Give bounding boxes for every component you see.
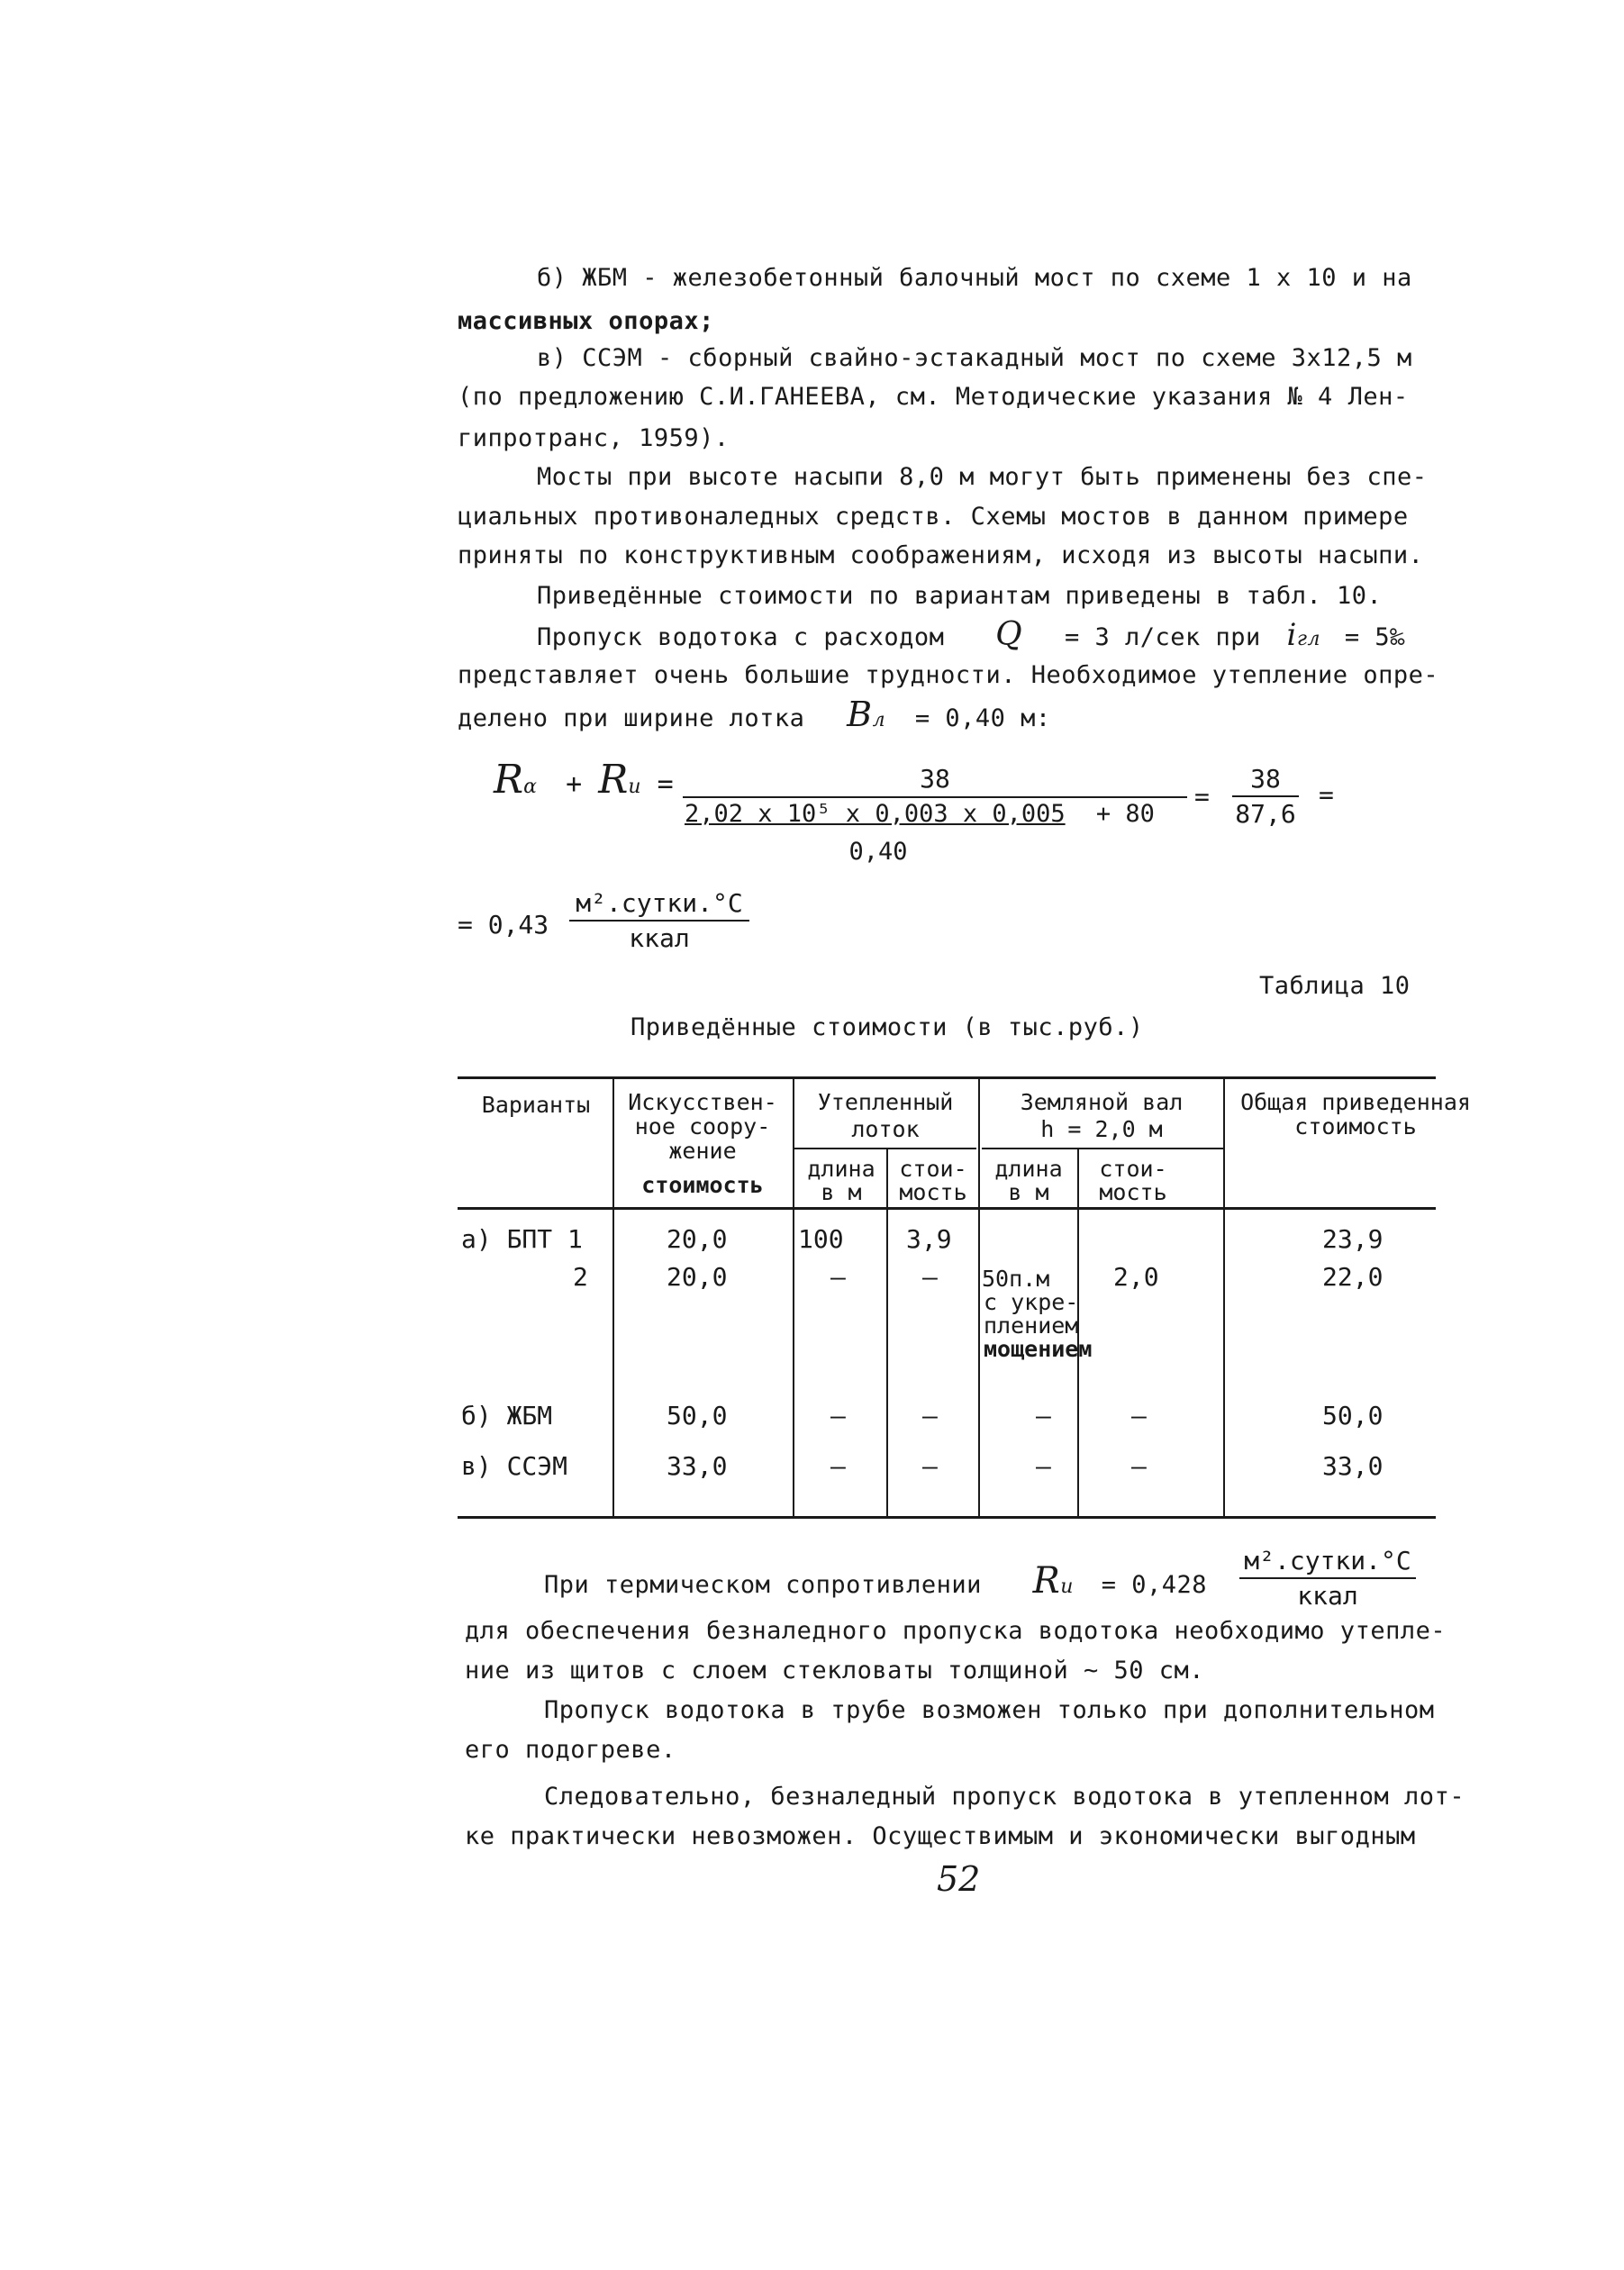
formula-r-u-sub: u [628, 776, 641, 798]
formula-r-alpha-sub: α [523, 776, 537, 798]
header-art-line4: стоимость [641, 1172, 764, 1198]
row1-total: 23,9 [1322, 1224, 1384, 1254]
para-pipe-line1: Пропуск водотока в трубе возможен только при дополнительном [544, 1696, 1435, 1724]
thermal-unit-den: ккал [1297, 1581, 1358, 1611]
row2-variant: 2 [573, 1262, 588, 1292]
row2-note-line2: плением [984, 1312, 1079, 1339]
header-tray-line2: лоток [851, 1116, 920, 1142]
para-bridges-line2: циальных противоналедных средств. Схемы мостов в данном примере [458, 503, 1409, 531]
thermal-unit-num: м².сутки.°С [1239, 1546, 1416, 1579]
para-costs-line1: Приведённые стоимости по вариантам приведены в табл. 10. [537, 582, 1383, 610]
para-thermal-line2: для обеспечения безналедного пропуска водотока необходимо утепле- [465, 1617, 1447, 1645]
table-bottom-rule [458, 1516, 1436, 1519]
row1-art: 20,0 [667, 1224, 728, 1254]
thermal-value: = 0,428 [1101, 1571, 1208, 1599]
row3-art: 50,0 [667, 1401, 728, 1430]
thermal-symbol-r: R [1032, 1560, 1061, 1602]
row1-tray-cost: 3,9 [906, 1224, 952, 1254]
row2-art: 20,0 [667, 1262, 728, 1292]
row4-earth-cost: – [1131, 1451, 1147, 1481]
flow-text-c: = 5‰ [1344, 623, 1405, 651]
formula-r-alpha: R [494, 757, 524, 803]
flow-symbol-b-sub: л [872, 709, 886, 731]
flow-symbol-q: Q [995, 616, 1023, 653]
para-bridges-line1: Мосты при высоте насыпи 8,0 м могут быть применены без спе- [537, 463, 1428, 491]
header-art-line1: Искусствен- [628, 1089, 777, 1115]
header-tray-line1: Утепленный [817, 1089, 954, 1115]
table-earth-subheader-rule [982, 1148, 1223, 1149]
formula-fraction2-num: 38 [1232, 764, 1299, 797]
para-flow-line3 [458, 695, 1051, 736]
formula-inner-num-text: 2,02 x 10⁵ x 0,003 x 0,005 [685, 800, 1066, 828]
formula-main-fraction-bar [683, 796, 1187, 798]
row4-variant: в) ССЭМ [461, 1451, 568, 1481]
para-vssem-line3: гипротранс, 1959). [458, 424, 730, 452]
row2-earth-cost: 2,0 [1113, 1262, 1159, 1292]
row3-earth-length: – [1036, 1401, 1051, 1430]
row4-earth-length: – [1036, 1451, 1051, 1481]
table-header-rule [458, 1207, 1436, 1210]
row4-tray-cost: – [922, 1451, 938, 1481]
formula-plus: + [566, 768, 583, 800]
table-col-divider-6 [1223, 1079, 1225, 1516]
row3-tray-cost: – [922, 1401, 938, 1430]
formula2-unit-den: ккал [629, 923, 690, 953]
header-art-line2: ное соору- [634, 1113, 771, 1140]
para-thermal-line1 [544, 1560, 1208, 1603]
row3-tray-length: – [830, 1401, 846, 1430]
table-top-rule [458, 1076, 1436, 1079]
row2-tray-length: – [830, 1262, 846, 1292]
para-pipe-line2: его подогреве. [465, 1736, 676, 1764]
table-label: Таблица 10 [1259, 972, 1411, 1000]
header-earth-cost-l2: мость [1099, 1179, 1167, 1205]
formula2-unit [569, 888, 749, 953]
row2-note-line3: мощением [984, 1336, 1093, 1362]
formula2-eq: = 0,43 [458, 910, 549, 940]
header-total-line1: Общая приведенная [1240, 1089, 1471, 1115]
thermal-text-a: При термическом сопротивлении [544, 1571, 982, 1599]
flow-symbol-i: i [1286, 617, 1297, 653]
para-conclusion-line1: Следовательно, безналедный пропуск водотока в утепленном лот- [544, 1783, 1465, 1811]
table-col-divider-4 [978, 1079, 980, 1516]
row3-earth-cost: – [1131, 1401, 1147, 1430]
row3-variant: б) ЖБМ [461, 1401, 553, 1430]
formula-fraction2 [1232, 764, 1299, 829]
header-tray-cost-l1: стои- [899, 1156, 967, 1182]
header-tray-length-l1: длина [807, 1156, 876, 1182]
row2-note-line1: с укре- [984, 1289, 1079, 1315]
formula-inner-numerator [685, 800, 1155, 828]
row2-total: 22,0 [1322, 1262, 1384, 1292]
header-earth-cost-l1: стои- [1099, 1156, 1167, 1182]
table-tray-subheader-rule [793, 1148, 976, 1149]
formula-eq2: = [1194, 782, 1210, 812]
formula-r-u: R [598, 757, 629, 803]
formula-eq3: = [1319, 780, 1334, 810]
row4-total: 33,0 [1322, 1451, 1384, 1481]
para-conclusion-line2: ке практически невозможен. Осуществимым и экономически выгодным [465, 1822, 1416, 1850]
row1-tray-length: 100 [798, 1224, 844, 1254]
header-earth-line1: Земляной вал [1020, 1089, 1184, 1115]
table-col-divider-3 [886, 1149, 888, 1516]
para-bzhbm-line2: массивных опорах; [458, 307, 714, 335]
thermal-symbol-r-sub: u [1060, 1575, 1074, 1598]
header-total-line2: стоимость [1294, 1113, 1417, 1140]
formula-fraction2-den: 87,6 [1235, 799, 1296, 829]
header-tray-length-l2: в м [821, 1179, 862, 1205]
para-bridges-line3: приняты по конструктивным соображениям, исходя из высоты насыпи. [458, 541, 1424, 569]
para-flow-line1 [537, 616, 1405, 655]
para-flow-line2: представляет очень большие трудности. Необходимое утепление опре- [458, 661, 1439, 689]
flow-width-text-a: делено при ширине лотка [458, 704, 805, 732]
row4-art: 33,0 [667, 1451, 728, 1481]
formula-plus-80: + 80 [1095, 800, 1155, 828]
header-earth-length-l2: в м [1008, 1179, 1049, 1205]
header-earth-line2: h = 2,0 м [1040, 1116, 1163, 1142]
formula-main-numerator: 38 [920, 764, 950, 794]
para-vssem-line2: (по предложению С.И.ГАНЕЕВА, см. Методические указания № 4 Лен- [458, 383, 1409, 411]
para-vssem-line1: в) ССЭМ - сборный свайно-эстакадный мост по схеме 3х12,5 м [537, 344, 1412, 372]
flow-width-text-b: = 0,40 м: [914, 704, 1051, 732]
row2-earth-length: 50п.м [982, 1266, 1050, 1292]
page-number: 52 [937, 1859, 981, 1899]
flow-symbol-b: B [847, 695, 873, 734]
para-thermal-line3: ние из щитов с слоем стекловаты толщиной ~ 50 см. [465, 1657, 1205, 1684]
row3-total: 50,0 [1322, 1401, 1384, 1430]
header-variants: Варианты [481, 1092, 591, 1118]
thermal-unit [1239, 1546, 1416, 1611]
formula-eq: = [657, 768, 674, 800]
header-earth-length-l1: длина [994, 1156, 1063, 1182]
row2-tray-cost: – [922, 1262, 938, 1292]
para-bzhbm-line1: б) ЖБМ - железобетонный балочный мост по схеме 1 х 10 и на [537, 264, 1412, 292]
header-art-line3: жение [668, 1138, 737, 1164]
flow-text-a: Пропуск водотока с расходом [537, 623, 945, 651]
flow-text-b: = 3 л/сек при [1064, 623, 1261, 651]
table-col-divider-2 [793, 1079, 794, 1516]
formula-resistance-lhs [494, 757, 674, 803]
table-caption: Приведённые стоимости (в тыс.руб.) [631, 1013, 1144, 1041]
row4-tray-length: – [830, 1451, 846, 1481]
row1-variant: а) БПТ 1 [461, 1224, 583, 1254]
formula-inner-denominator: 0,40 [848, 838, 908, 866]
flow-symbol-i-sub: гл [1296, 628, 1321, 650]
header-tray-cost-l2: мость [899, 1179, 967, 1205]
formula2-unit-num: м².сутки.°С [569, 888, 749, 922]
